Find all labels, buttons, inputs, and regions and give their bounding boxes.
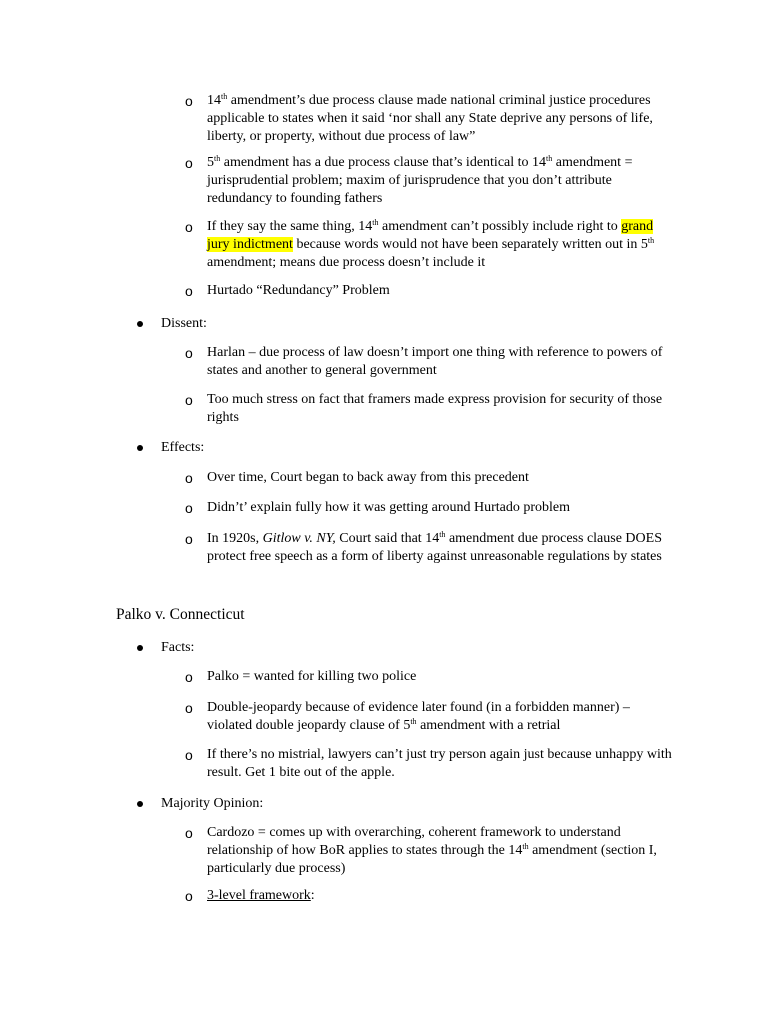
facts-point-3: o If there’s no mistrial, lawyers can’t just try person again just because unhappy with result. Get 1 bite out of the apple. (207, 746, 677, 782)
facts-label: Facts: (161, 640, 195, 655)
framework-label: 3-level framework (207, 888, 311, 903)
effects-point-3: o In 1920s, Gitlow v. NY, Court said that 14th amendment due process clause DOES protect free speech as a form of liberty against unreasonable regulations by states (207, 530, 682, 566)
facts-point-2: o Double-jeopardy because of evidence later found (in a forbidden manner) – violated double jeopardy clause of 5th amendment with a retrial (207, 699, 677, 735)
dissent-point-2: o Too much stress on fact that framers made express provision for security of those rights (207, 391, 677, 427)
case-name-gitlow: Gitlow v. NY, (262, 531, 336, 546)
effects-label: Effects: (161, 440, 205, 455)
highlight-grand: grand (621, 219, 654, 234)
majority-label: Majority Opinion: (161, 796, 264, 811)
hurtado-point-2: o 5th amendment has a due process clause that’s identical to 14th amendment = jurisprudential problem; maxim of jurisprudence that you don’t attribute redundancy to founding fathers (207, 154, 677, 208)
hurtado-point-3: o If they say the same thing, 14th amendment can’t possibly include right to grand jury indictment because words would not have been separately written out in 5th amendment; means due process doesn’t include it (207, 218, 677, 272)
effects-point-2: o Didn’t’ explain fully how it was getting around Hurtado problem (207, 499, 677, 517)
majority-point-2: o 3-level framework: (207, 887, 677, 905)
dissent-label: Dissent: (161, 316, 207, 331)
facts-point-1: o Palko = wanted for killing two police (207, 668, 677, 686)
effects-point-1: o Over time, Court began to back away from this precedent (207, 469, 677, 487)
case-heading: Palko v. Connecticut (116, 606, 245, 623)
hurtado-point-1: o 14th amendment’s due process clause made national criminal justice procedures applicable to states when it said ‘nor shall any State deprive any persons of life, liberty, or property, without due process of law” (207, 92, 677, 146)
dissent-point-1: o Harlan – due process of law doesn’t import one thing with reference to powers of states and another to general government (207, 344, 677, 380)
hurtado-point-4: o Hurtado “Redundancy” Problem (207, 282, 677, 300)
majority-point-1: o Cardozo = comes up with overarching, coherent framework to understand relationship of how BoR applies to states through the 14th amendment (section I, particularly due process) (207, 824, 677, 878)
highlight-jury-indictment: jury indictment (207, 237, 293, 252)
